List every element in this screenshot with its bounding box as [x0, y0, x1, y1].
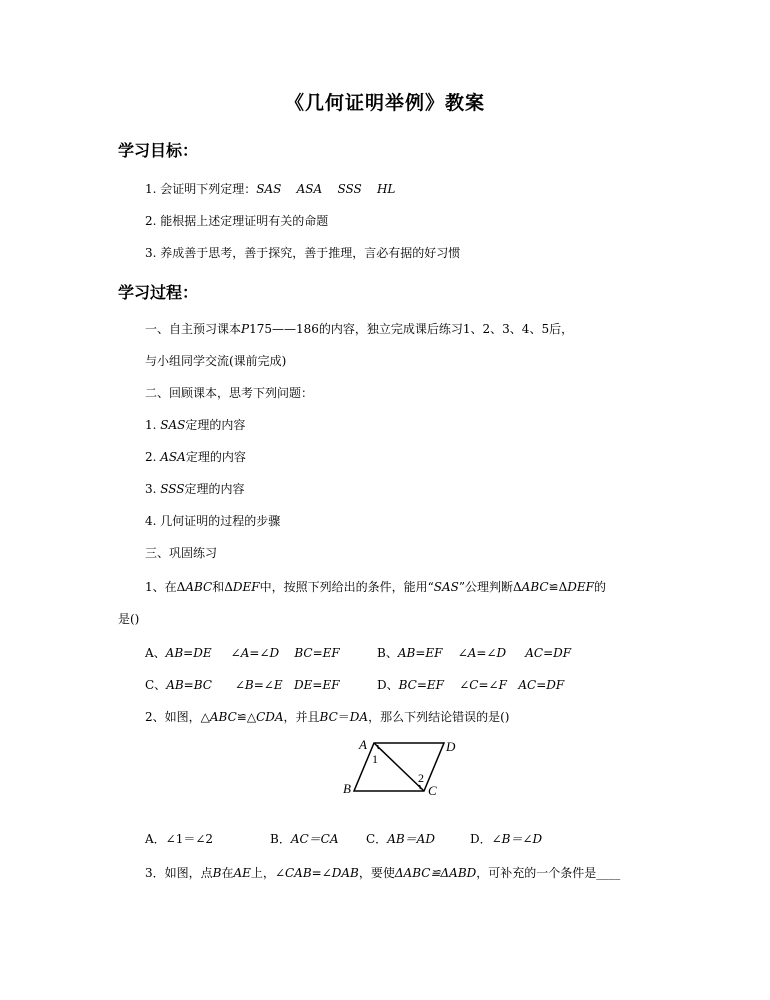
page-title: 《几何证明举例》教案: [284, 92, 485, 114]
q1-option-c: C、AB=BC ∠B=∠E DE=EF: [145, 678, 340, 692]
angle-label-2: 2: [418, 771, 424, 785]
angle-label-1: 1: [372, 752, 378, 766]
question-3: 3．如图，点B在AE上，∠CAB=∠DAB，要使ΔABC≌ΔABD，可补充的一个条件是____: [145, 866, 621, 880]
review-item-1: 1. SAS定理的内容: [145, 418, 246, 432]
question-1-options-row-1: [145, 644, 571, 661]
heading-process: 学习过程：: [118, 283, 199, 302]
process-step-3: 三、巩固练习: [145, 546, 218, 560]
process-step-1-cont: 与小组同学交流(课前完成): [145, 354, 287, 368]
process-step-1: 一、自主预习课本P175——186的内容，独立完成课后练习1、2、3、4、5后，: [145, 322, 574, 336]
vertex-label-c: C: [428, 783, 437, 798]
heading-objectives: 学习目标：: [118, 141, 199, 160]
review-item-4: 4. 几何证明的过程的步骤: [145, 514, 281, 528]
q2-option-d: D．∠B＝∠D: [470, 832, 543, 846]
question-1: 1、在ΔABC和ΔDEF中，按照下列给出的条件，能用“SAS”公理判断ΔABC≌ΔDEF的: [145, 580, 607, 594]
diagonal-ac: [374, 743, 424, 791]
q1-option-a: A、AB=DE ∠A=∠D BC=EF: [145, 646, 340, 660]
parallelogram-figure: [340, 735, 460, 799]
question-1-cont: 是(): [118, 612, 140, 626]
vertex-label-d: D: [446, 739, 456, 754]
process-step-2: 二、回顾课本，思考下列问题：: [145, 386, 314, 400]
q1-option-b: B、AB=EF ∠A=∠D AC=DF: [377, 646, 572, 660]
vertex-label-b: B: [343, 781, 351, 796]
q2-option-c: C．AB＝AD: [366, 832, 435, 846]
objective-1: 1. 会证明下列定理：SAS ASA SSS HL: [145, 182, 396, 196]
vertex-label-a: A: [359, 737, 367, 752]
question-1-options-row-2: [145, 676, 564, 693]
q2-option-b: B．AC＝CA: [270, 832, 339, 846]
question-2: 2、如图，△ABC≌△CDA，并且BC＝DA，那么下列结论错误的是(): [145, 710, 510, 724]
objective-2: 2. 能根据上述定理证明有关的命题: [145, 214, 329, 228]
review-item-2: 2. ASA定理的内容: [145, 450, 246, 464]
q1-option-d: D、BC=EF ∠C=∠F AC=DF: [377, 678, 565, 692]
review-item-3: 3. SSS定理的内容: [145, 482, 245, 496]
objective-3: 3. 养成善于思考，善于探究，善于推理，言必有据的好习惯: [145, 246, 461, 260]
question-2-options: [145, 830, 542, 847]
q2-option-a: A．∠1＝∠2: [145, 832, 214, 846]
